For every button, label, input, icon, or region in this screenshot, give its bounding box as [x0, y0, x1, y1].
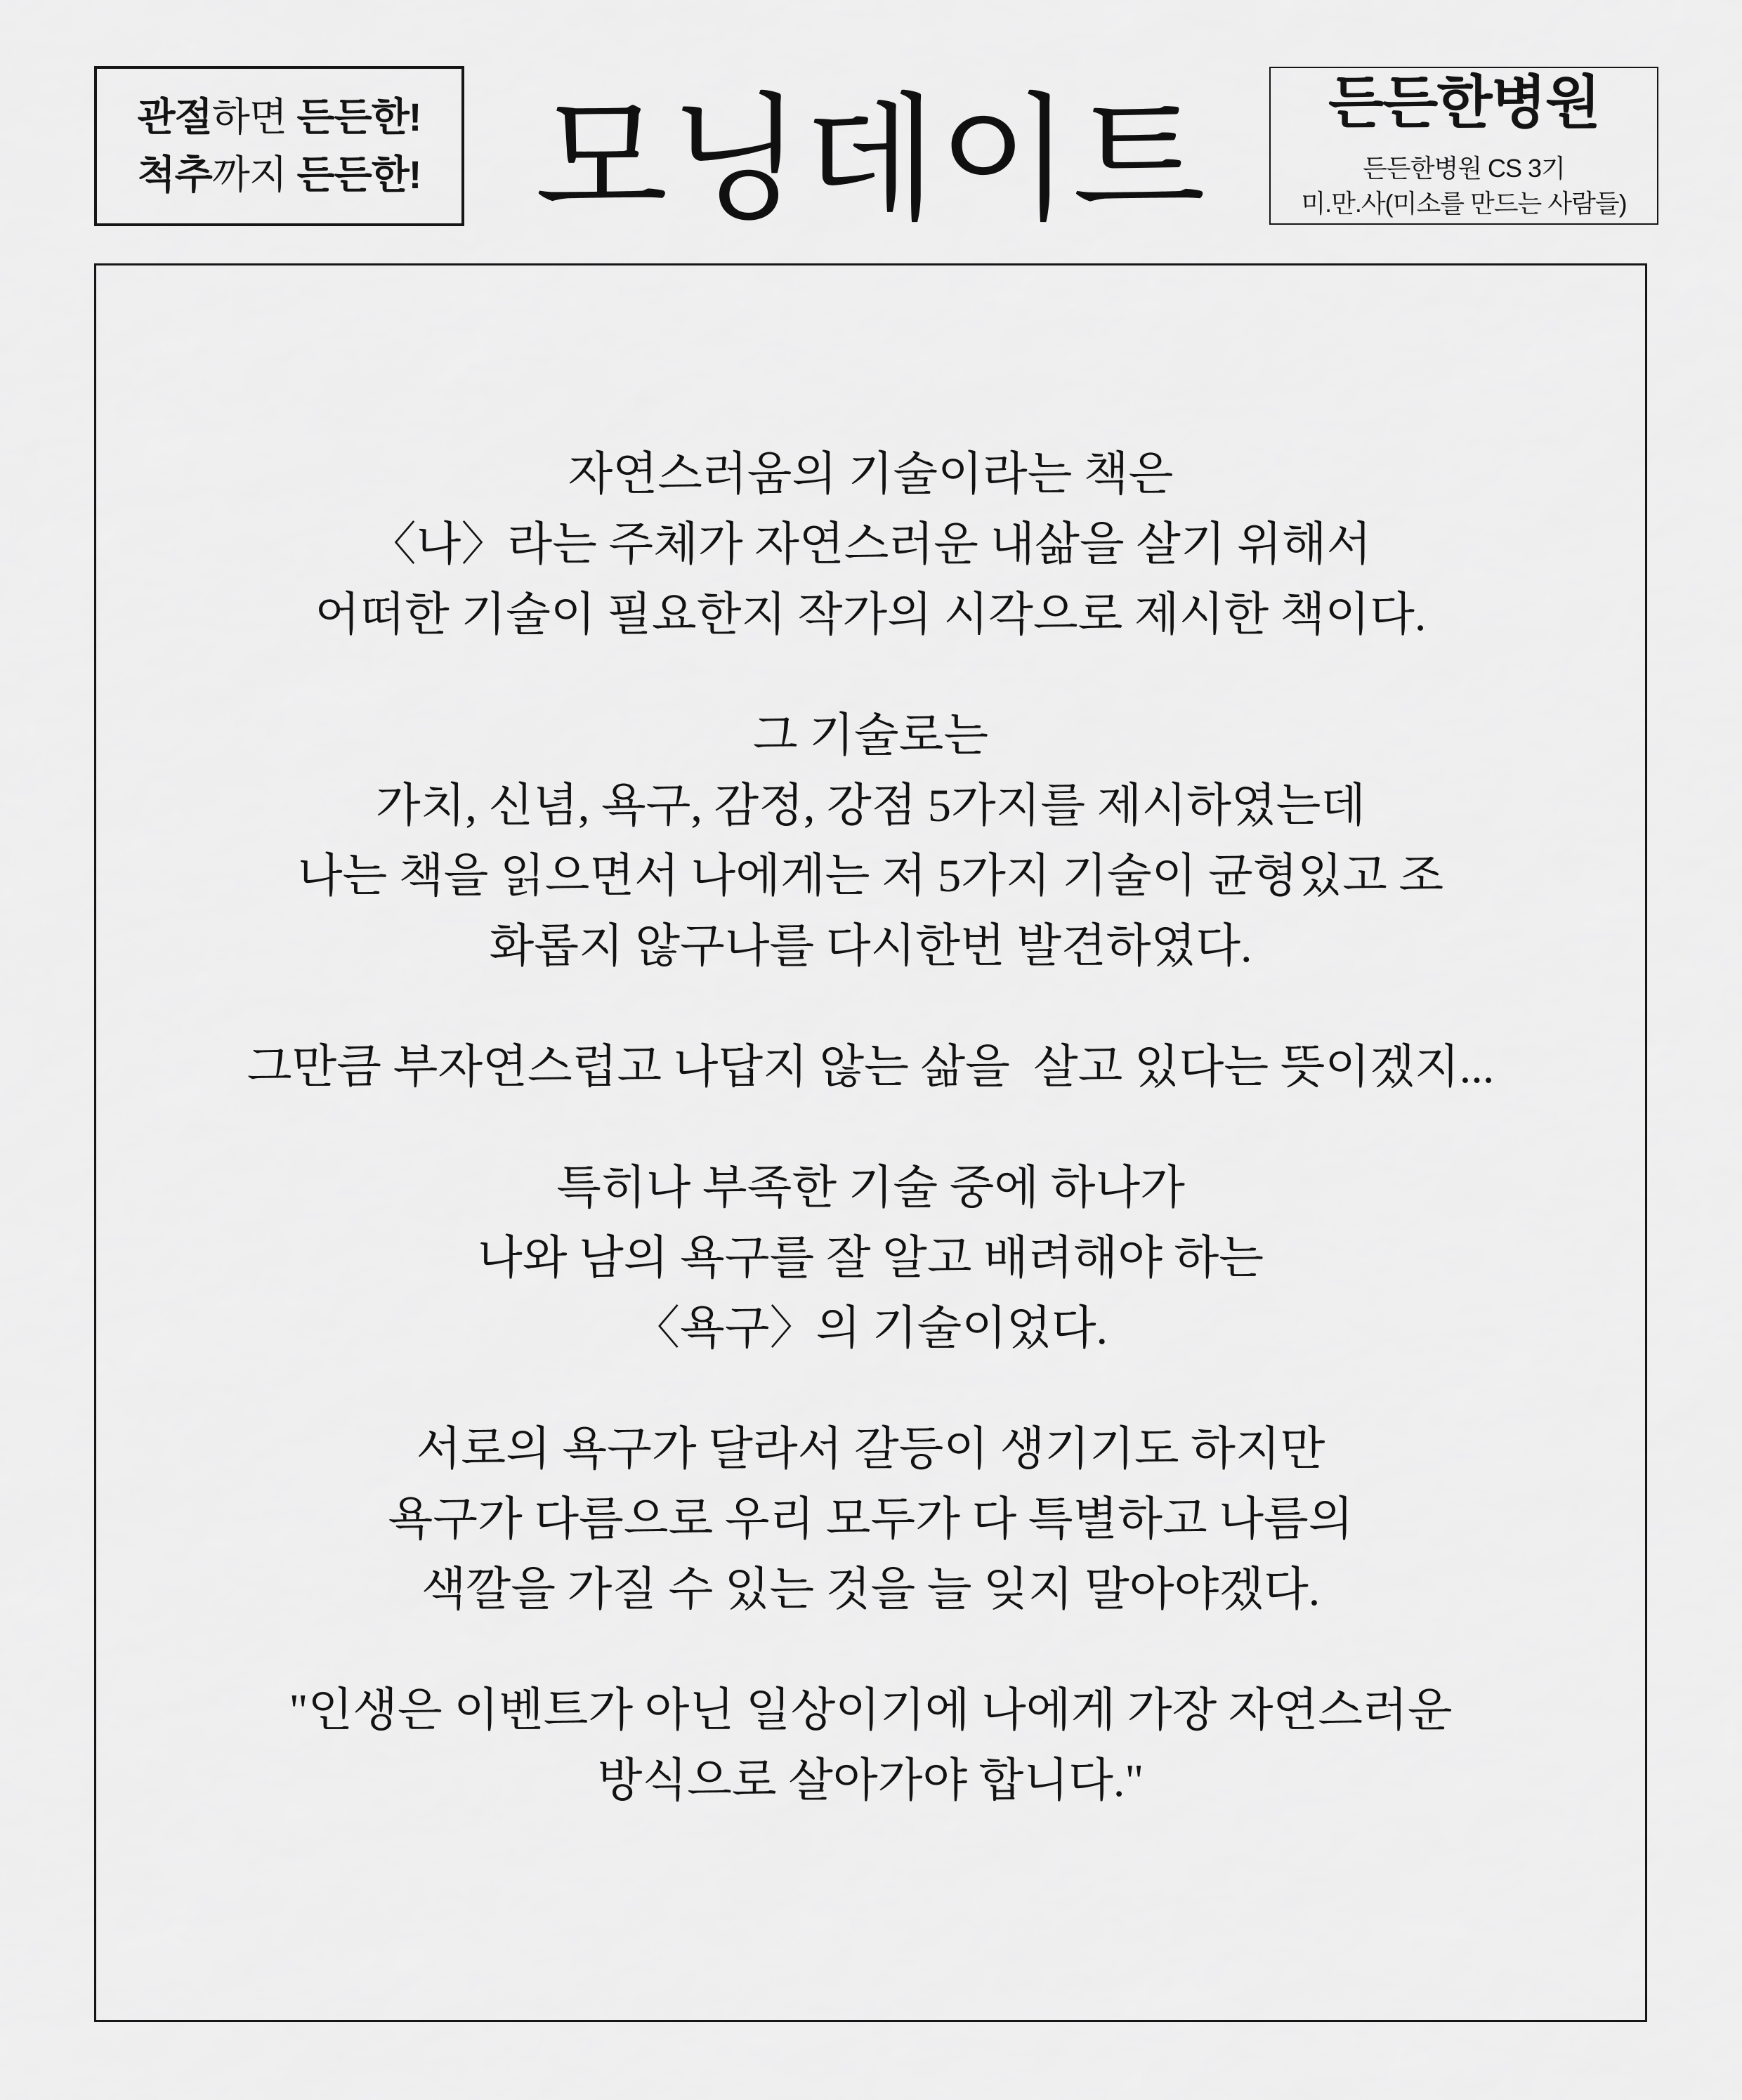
- paragraph-5: [124, 1415, 1617, 1625]
- paragraph-1: [124, 440, 1617, 650]
- essay-line: 자연스러움의 기술이라는 책은: [568, 449, 1174, 500]
- essay-line: 색깔을 가질 수 있는 것을 늘 잊지 말아야겠다.: [421, 1564, 1321, 1615]
- hospital-subtitle: [1301, 151, 1626, 221]
- slogan-line-2: [138, 146, 421, 204]
- slogan-line2-seg1: 척추: [137, 152, 212, 197]
- essay-line: 어떠한 기술이 필요한지 작가의 시각으로 제시한 책이다.: [315, 589, 1427, 641]
- slogan-line1-seg2: 하면: [211, 95, 297, 139]
- slogan-line1-seg3: 든든한!: [296, 95, 421, 139]
- essay-line: 가치, 신념, 욕구, 감정, 강점 5가지를 제시하였는데: [375, 780, 1366, 832]
- slogan-line1-seg1: 관절: [137, 95, 212, 139]
- essay-line: 그 기술로는: [752, 710, 989, 761]
- hospital-badge: [1269, 67, 1658, 225]
- essay-line: 〈나〉라는 주체가 자연스러운 내삶을 살기 위해서: [369, 519, 1372, 570]
- slogan-badge: [94, 66, 464, 226]
- page-title: 모닝데이트: [535, 85, 1207, 237]
- essay-content: [96, 265, 1645, 1867]
- paragraph-4: [124, 1153, 1617, 1364]
- slogan-line2-seg3: 든든한!: [296, 152, 421, 197]
- essay-line: 나와 남의 욕구를 잘 알고 배려해야 하는: [477, 1233, 1264, 1284]
- slogan-line2-seg2: 까지: [211, 152, 297, 197]
- slogan-line-1: [138, 88, 421, 146]
- hospital-subtitle-line1: 든든한병원 CS 3기: [1363, 153, 1565, 183]
- essay-line: 그만큼 부자연스럽고 나답지 않는 삶을 살고 있다는 뜻이겠지...: [247, 1042, 1495, 1093]
- essay-line: 화롭지 않구나를 다시한번 발견하였다.: [489, 921, 1252, 972]
- essay-line: 〈욕구〉의 기술이었다.: [633, 1303, 1108, 1354]
- paragraph-3: [124, 1032, 1617, 1103]
- essay-line: 방식으로 살아가야 합니다.": [597, 1755, 1144, 1806]
- hospital-subtitle-line2: 미.만.사(미소를 만드는 사람들): [1301, 188, 1627, 218]
- paragraph-6-quote: [124, 1676, 1617, 1816]
- essay-line: 욕구가 다름으로 우리 모두가 다 특별하고 나름의: [388, 1494, 1354, 1545]
- essay-line: "인생은 이벤트가 아닌 일상이기에 나에게 가장 자연스러운: [289, 1685, 1453, 1736]
- essay-line: 특히나 부족한 기술 중에 하나가: [556, 1162, 1185, 1214]
- essay-line: 나는 책을 읽으면서 나에게는 저 5가지 기술이 균형있고 조: [297, 851, 1444, 902]
- essay-line: 서로의 욕구가 달라서 갈등이 생기기도 하지만: [416, 1424, 1325, 1475]
- hospital-name: 든든한병원: [1328, 70, 1600, 135]
- paragraph-2: [124, 701, 1617, 982]
- essay-box: [94, 263, 1647, 2022]
